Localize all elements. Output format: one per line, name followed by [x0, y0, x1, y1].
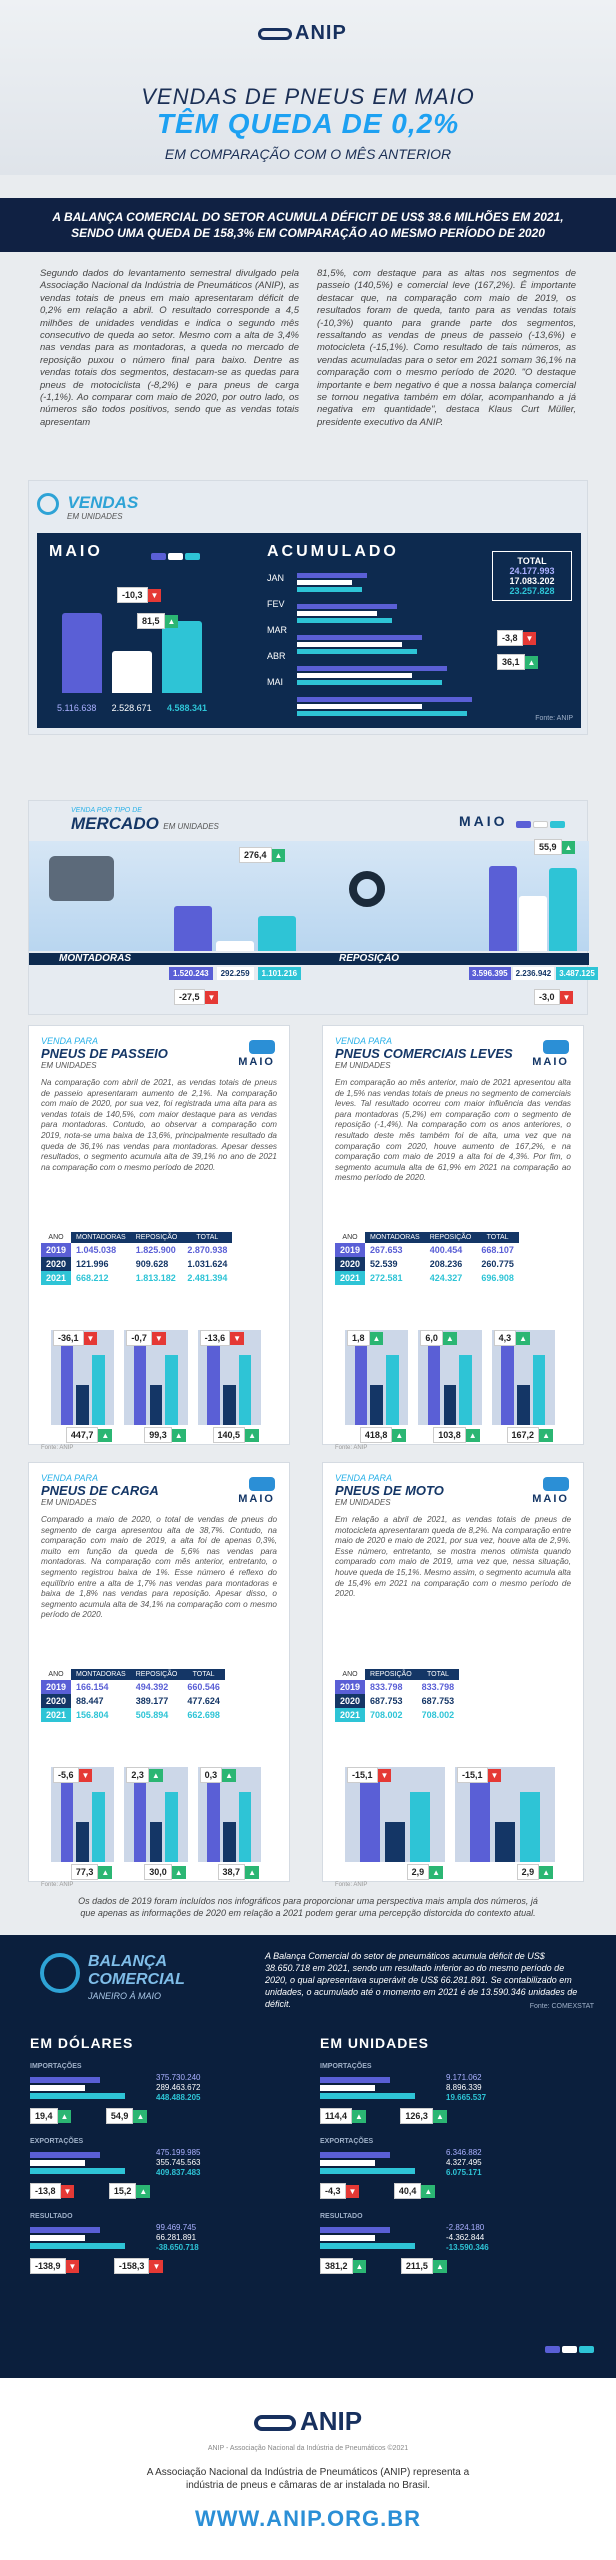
vendas-heading: VENDAS EM UNIDADES	[37, 493, 138, 521]
footer-small: ANIP - Associação Nacional da Indústria de Pneumáticos ©2021	[207, 2445, 409, 2452]
month-mai: MAI	[267, 677, 284, 687]
year-legend	[514, 815, 565, 833]
balanca-section	[0, 1935, 616, 2378]
tire-icon	[349, 871, 385, 907]
table-row: 2021 272.581 424.327 696.908	[335, 1271, 519, 1285]
segment-text: Comparado a maio de 2020, o total de vendas de pneus do segmento de carga apresentou alta de 38,7%. Contudo, na comparação com maio de 2019, a alta foi de apenas 0,3%, muito em função da queda de 5,6% nas vendas para montadoras. Na comparação com mês anterior, entretanto, o segmento registrou baixa de 1%. Esse número é reflexo do equilíbrio entre a alta de 1,7% nas vendas para montadoras e baixa de 1,8% nas vendas para reposição. Apesar disso, o segmento acumula alta de 34,1% na comparação com o mesmo período de 2020.	[41, 1515, 277, 1620]
leves-card: VENDA PARA PNEUS COMERCIAIS LEVES EM UNIDADES MAIO Em comparação ao mês anterior, maio de 2021 apresentou alta de 1,5% nas vendas totais de pneus no segmento de comerciais leves. Tal resultado ocorreu com maior influência das vendas para montadoras (5,2%) em comparação com o segmento de reposição (-1,4%). Na comparação com os anos anteriores, o resultado deste mês também foi de alta, uma vez que na comparação com 2020, houve aumento de 167,2%, e na comparação com maio de 2019 a alta foi de 4,3%. Por fim, o segmento acumula alta de 61,9% em 2021 na comparação ao mesmo período de 2020. ANO MONTADORAS REPOSIÇÃO TOTAL 2019 267.653 400.454 668.107 2020 52.539 208.236 260.775 2021 272.581 424.327 696.908 1,8 ▲ 418,8 ▲ 6,0 ▲ 103,8 ▲ 4,3 ▲ 167,2 ▲ Fonte: ANIP	[322, 1025, 584, 1445]
fonte: Fonte: ANIP	[535, 715, 573, 722]
segment-chart	[41, 1295, 281, 1440]
month-mar: MAR	[267, 625, 287, 635]
headline-line2: TÊM QUEDA DE 0,2%	[156, 108, 460, 139]
segment-title: PNEUS DE MOTO	[335, 1483, 444, 1498]
maio-change-2019: -10,3 ▼	[117, 585, 161, 603]
intro-col1: Segundo dados do levantamento semestral divulgado pela Associação Nacional da Indústria de Pneumáticos (ANIP), as vendas totais de pneus em maio apresentaram déficit de 0,2% em relação a abril. O resultado corresponde a 4,5 milhões de unidades vendidas e indica o segundo mês consecutivo de queda ao setor. Mesmo com a alta de 3,4% nas vendas para as montadoras, a queda no mercado de reposição puxou o número final para baixo. Dentre as vendas totais dos segmentos, destacam-se as quedas para pneus de motociclista (-8,2%) e para pneus de carga (-1,1%). Ao comparar com maio de 2020, por outro lado, os números são todos positivos, sendo que as vendas totais apresentam	[40, 268, 299, 428]
reposicao-label: REPOSIÇÃO	[339, 953, 400, 964]
chart-group: 0,3 ▲ 38,7 ▲	[198, 1767, 261, 1862]
table-row: 2019 267.653 400.454 668.107	[335, 1243, 519, 1257]
segment-text: Em relação a abril de 2021, as vendas totais de pneus de motocicleta apresentaram queda de 8,2%. Na comparação entre maio de 2020 e maio de 2021, por sua vez, houve alta de 2,9%. Esse número, entretanto, se mostra menos otimista quando comparado com maio de 2019, uma vez que, nessa situação, houve queda de 15,1%. Mesmo assim, o segmento acumula alta de 15,4% em 2021 na comparação com o mesmo período de 2020.	[335, 1515, 571, 1599]
vehicle-icon	[543, 1477, 569, 1491]
table-row: 2020 52.539 208.236 260.775	[335, 1257, 519, 1271]
maio-label: MAIO	[49, 543, 103, 560]
balanca-text: A Balança Comercial do setor de pneumáticos acumula déficit de US$ 38.650.718 em 2021, sendo um resultado inferior ao do mesmo período de 2020, o qual apresentava superávit de US$ 66.281.891. Se contabilizado em unidades, o acumulado até o momento em 2021 é de 13.590.346 unidades de déficit.	[265, 1951, 578, 2009]
deficit-banner: A BALANÇA COMERCIAL DO SETOR ACUMULA DÉFICIT DE US$ 38.6 MILHÕES EM 2021, SENDO UMA QUEDA DE 158,3% EM COMPARAÇÃO AO MESMO PERÍODO DE 2020	[0, 198, 616, 252]
rep-change-2020: 55,9 ▲	[534, 837, 575, 855]
segment-table: ANO MONTADORAS REPOSIÇÃO TOTAL 2019 166.154 494.392 660.546 2020 88.447 389.177 477.624 2021 156.804 505.894 662.698	[41, 1669, 225, 1722]
segment-table: ANO MONTADORAS REPOSIÇÃO TOTAL 2019 267.653 400.454 668.107 2020 52.539 208.236 260.775 2021 272.581 424.327 696.908	[335, 1232, 519, 1285]
balanca-row: IMPORTAÇÕES 375.730.240 289.463.672 448.488.205 19,4 ▲ 54,9 ▲	[30, 2063, 300, 2124]
mercado-banner	[29, 841, 589, 951]
chart-group: -5,6 ▼ 77,3 ▲	[51, 1767, 114, 1862]
headline-line3: EM COMPARAÇÃO COM O MÊS ANTERIOR	[164, 146, 452, 162]
month-abr: ABR	[267, 651, 286, 661]
acum-change: -3,8 ▼ 36,1 ▲	[497, 628, 538, 670]
rep-values: 3.596.395 2.236.942 3.487.125	[469, 967, 598, 980]
montadoras-label: MONTADORAS	[59, 953, 132, 964]
chart-group: 4,3 ▲ 167,2 ▲	[492, 1330, 555, 1425]
anip-logo: ANIP	[258, 22, 347, 45]
intro-col2: 81,5%, com destaque para as altas nos segmentos de passeio (140,5%) e comercial leve (167,2%). É importante destacar que, na comparação com maio de 2019, os resultados foram de queda, tanto para as vendas totais (-10,3%) quanto para grande parte dos segmentos, ressaltando as vendas de pneus de passeio (-13,6%) e motocicleta (-15,1%). Como resultado de tais números, as vendas acumuladas para o setor em 2021 somam 36,1% na comparação com o mesmo período de 2020. "O destaque importante e bem negativo é que a nossa balança comercial se tornou negativa também em dólar, acompanhando a já negativa em quantidade", destaca Klaus Curt Müller, presidente executivo da ANIP.	[317, 268, 576, 428]
total-box: TOTAL 24.177.993 17.083.202 23.257.828	[492, 551, 572, 601]
table-row: 2019 166.154 494.392 660.546	[41, 1680, 225, 1694]
unidades-block: EM UNIDADES IMPORTAÇÕES 9.171.062 8.896.339 19.665.537 114,4 ▲ 126,3 ▲ EXPORTAÇÕES 6.346.882 4.327.495 6.075.171 -4,3 ▼ 40,4 ▲ RESULTADO -2.824.180 -4.362.844 -13.590.346 381,2 ▲ 211,5 ▲	[320, 2035, 590, 2274]
chart-group: 6,0 ▲ 103,8 ▲	[418, 1330, 481, 1425]
table-row: 2019 1.045.038 1.825.900 2.870.938	[41, 1243, 232, 1257]
month-fev: FEV	[267, 599, 285, 609]
maio-bars	[57, 590, 207, 693]
dolares-block: EM DÓLARES IMPORTAÇÕES 375.730.240 289.463.672 448.488.205 19,4 ▲ 54,9 ▲ EXPORTAÇÕES 475.199.985 355.745.563 409.837.483 -13,8 ▼ 15,2 ▲ RESULTADO 99.469.745 66.281.891 -38.650.718 -138,9 ▼ -158,3 ▼	[30, 2035, 300, 2274]
chart-group: 2,3 ▲ 30,0 ▲	[124, 1767, 187, 1862]
vehicle-icon	[249, 1040, 275, 1054]
mont-change-2019: -27,5 ▼	[174, 987, 218, 1005]
segment-chart	[335, 1295, 575, 1440]
balanca-row: RESULTADO 99.469.745 66.281.891 -38.650.718 -138,9 ▼ -158,3 ▼	[30, 2213, 300, 2274]
segment-text: Em comparação ao mês anterior, maio de 2021 apresentou alta de 1,5% nas vendas totais de pneus no segmento de comerciais leves. Tal resultado ocorreu com maior influência das vendas para montadoras (5,2%) em comparação com o segmento de reposição (-1,4%). Na comparação com os anos anteriores, o resultado deste mês também foi de alta, uma vez que na comparação com 2020, houve aumento de 167,2%, e na comparação com maio de 2019 a alta foi de 4,3%. Por fim, o segmento acumula alta de 61,9% em 2021 na comparação ao mesmo período de 2020.	[335, 1078, 571, 1183]
table-row: 2020 88.447 389.177 477.624	[41, 1694, 225, 1708]
mont-change-2020: 276,4 ▲	[239, 845, 285, 863]
segment-table: ANO MONTADORAS REPOSIÇÃO TOTAL 2019 1.045.038 1.825.900 2.870.938 2020 121.996 909.628 1.031.624 2021 668.212 1.813.182 2.481.394	[41, 1232, 232, 1285]
fonte: Fonte: COMEXSTAT	[529, 2003, 594, 2010]
bar-2021	[162, 621, 202, 693]
acumulado-label: ACUMULADO	[267, 543, 399, 560]
note: Os dados de 2019 foram incluídos nos infográficos para proporcionar uma perspectiva mais ampla dos números, já que apenas as informações de 2020 em relação a 2021 podem gerar uma percepção distorcida do contexto atual.	[78, 1896, 538, 1918]
headline-line1: VENDAS DE PNEUS EM MAIO	[141, 84, 475, 109]
vehicle-icon	[249, 1477, 275, 1491]
carga-card: VENDA PARA PNEUS DE CARGA EM UNIDADES MAIO Comparado a maio de 2020, o total de vendas de pneus do segmento de carga apresentou alta de 38,7%. Contudo, na comparação com maio de 2019, a alta foi de apenas 0,3%, muito em função da queda de 5,6% nas vendas para montadoras. Na comparação com mês anterior, entretanto, o segmento registrou baixa de 1%. Esse número é reflexo do equilíbrio entre a alta de 1,7% nas vendas para montadoras e baixa de 1,8% nas vendas para reposição. Apesar disso, o segmento acumula alta de 34,1% na comparação com o mesmo período de 2020. ANO MONTADORAS REPOSIÇÃO TOTAL 2019 166.154 494.392 660.546 2020 88.447 389.177 477.624 2021 156.804 505.894 662.698 -5,6 ▼ 77,3 ▲ 2,3 ▲ 30,0 ▲ 0,3 ▲ 38,7 ▲ Fonte: ANIP	[28, 1462, 290, 1882]
mercado-maio: MAIO	[459, 813, 508, 829]
intro-text	[0, 268, 616, 468]
chart-group: 1,8 ▲ 418,8 ▲	[345, 1330, 408, 1425]
acumulado-bars	[297, 573, 477, 716]
segment-title: PNEUS COMERCIAIS LEVES	[335, 1046, 513, 1061]
year-legend	[543, 2340, 594, 2358]
globe-icon	[40, 1953, 80, 1993]
tire-mark-icon	[258, 28, 292, 40]
vendas-panel	[37, 533, 581, 728]
segment-title: PNEUS DE PASSEIO	[41, 1046, 168, 1061]
segment-text: Na comparação com abril de 2021, as vendas totais de pneus de passeio apresentaram aumento de 2,1%. Na comparação com maio de 2020, por sua vez, foi registrada uma alta para as vendas totais de 140,5%, com maior destaque para as vendas para montadoras. Contudo, ao observar a comparação com 2019, nota-se uma baixa de 13,6%, principalmente resultado da queda de 36,1% nas vendas para montadoras. Apesar desses resultados, o segmento acumula alta de 39,1% no ano de 2021 na comparação com o mesmo período de 2020.	[41, 1078, 277, 1172]
table-row: 2021 156.804 505.894 662.698	[41, 1708, 225, 1722]
table-row: 2021 668.212 1.813.182 2.481.394	[41, 1271, 232, 1285]
maio-values: 5.116.638 2.528.671 4.588.341	[57, 703, 207, 713]
footer-url[interactable]: WWW.ANIP.ORG.BR	[194, 2506, 422, 2531]
rep-change-2019: -3,0 ▼	[534, 987, 573, 1005]
vehicle-icon	[543, 1040, 569, 1054]
month-jan: JAN	[267, 573, 285, 583]
year-legend	[149, 547, 200, 565]
tire-icon	[37, 493, 59, 515]
chart-group: -36,1 ▼ 447,7 ▲	[51, 1330, 114, 1425]
segment-chart	[41, 1732, 281, 1877]
footer-desc: A Associação Nacional da Indústria de Pneumáticos (ANIP) representa a indústria de pneus e câmaras de ar instalada no Brasil.	[146, 2467, 470, 2491]
chart-group: -15,1 ▼ 2,9 ▲	[455, 1767, 555, 1862]
segment-title: PNEUS DE CARGA	[41, 1483, 159, 1498]
balanca-title: BALANÇA COMERCIAL	[88, 1953, 185, 1988]
segment-table: ANO REPOSIÇÃO TOTAL 2019 833.798 833.798 2020 687.753 687.753 2021 708.002 708.002	[335, 1669, 459, 1722]
bar-2020	[112, 651, 152, 693]
bar-2019	[62, 613, 102, 693]
balanca-row: IMPORTAÇÕES 9.171.062 8.896.339 19.665.537 114,4 ▲ 126,3 ▲	[320, 2063, 590, 2124]
balanca-row: EXPORTAÇÕES 475.199.985 355.745.563 409.837.483 -13,8 ▼ 15,2 ▲	[30, 2138, 300, 2199]
balanca-row: RESULTADO -2.824.180 -4.362.844 -13.590.346 381,2 ▲ 211,5 ▲	[320, 2213, 590, 2274]
footer	[0, 2378, 616, 2560]
vendas-card	[28, 480, 588, 735]
mercado-card	[28, 800, 595, 1015]
table-row: 2019 833.798 833.798	[335, 1680, 459, 1694]
car-assembly-icon	[49, 856, 114, 901]
hero	[0, 0, 616, 175]
balanca-row: EXPORTAÇÕES 6.346.882 4.327.495 6.075.171 -4,3 ▼ 40,4 ▲	[320, 2138, 590, 2199]
table-row: 2021 708.002 708.002	[335, 1708, 459, 1722]
mercado-heading: VENDA POR TIPO DE MERCADO EM UNIDADES	[71, 807, 219, 833]
passeio-card: VENDA PARA PNEUS DE PASSEIO EM UNIDADES MAIO Na comparação com abril de 2021, as vendas totais de pneus de passeio apresentaram aumento de 2,1%. Na comparação com maio de 2020, por sua vez, foi registrada uma alta para as vendas totais de 140,5%, com maior destaque para as vendas para montadoras. Contudo, ao observar a comparação com 2019, nota-se uma baixa de 13,6%, principalmente resultado da queda de 36,1% nas vendas para montadoras. Apesar desses resultados, o segmento acumula alta de 39,1% no ano de 2021 na comparação com o mesmo período de 2020. ANO MONTADORAS REPOSIÇÃO TOTAL 2019 1.045.038 1.825.900 2.870.938 2020 121.996 909.628 1.031.624 2021 668.212 1.813.182 2.481.394 -36,1 ▼ 447,7 ▲ -0,7 ▼ 99,3 ▲ -13,6 ▼ 140,5 ▲ Fonte: ANIP	[28, 1025, 290, 1445]
table-row: 2020 121.996 909.628 1.031.624	[41, 1257, 232, 1271]
moto-card: VENDA PARA PNEUS DE MOTO EM UNIDADES MAIO Em relação a abril de 2021, as vendas totais de pneus de motocicleta apresentaram queda de 8,2%. Na comparação entre maio de 2020 e maio de 2021, por sua vez, houve alta de 2,9%. Esse número, entretanto, se mostra menos otimista quando comparado com maio de 2019, uma vez que, nessa situação, houve queda de 15,1%. Mesmo assim, o segmento acumula alta de 15,4% em 2021 na comparação com o mesmo período de 2020. ANO REPOSIÇÃO TOTAL 2019 833.798 833.798 2020 687.753 687.753 2021 708.002 708.002 -15,1 ▼ 2,9 ▲ -15,1 ▼ 2,9 ▲ Fonte: ANIP	[322, 1462, 584, 1882]
balanca-sub: JANEIRO À MAIO	[88, 1991, 162, 2001]
maio-change-2020: 81,5 ▲	[137, 611, 178, 629]
montadoras-bars	[169, 876, 299, 951]
chart-group: -0,7 ▼ 99,3 ▲	[124, 1330, 187, 1425]
chart-group: -13,6 ▼ 140,5 ▲	[198, 1330, 261, 1425]
segment-chart	[335, 1732, 575, 1877]
table-row: 2020 687.753 687.753	[335, 1694, 459, 1708]
reposicao-bars	[489, 851, 579, 951]
tire-mark-icon	[254, 2415, 296, 2431]
mont-values: 1.520.243 292.259 1.101.216	[169, 967, 301, 980]
chart-group: -15,1 ▼ 2,9 ▲	[345, 1767, 445, 1862]
footer-logo: ANIP	[0, 2378, 616, 2437]
